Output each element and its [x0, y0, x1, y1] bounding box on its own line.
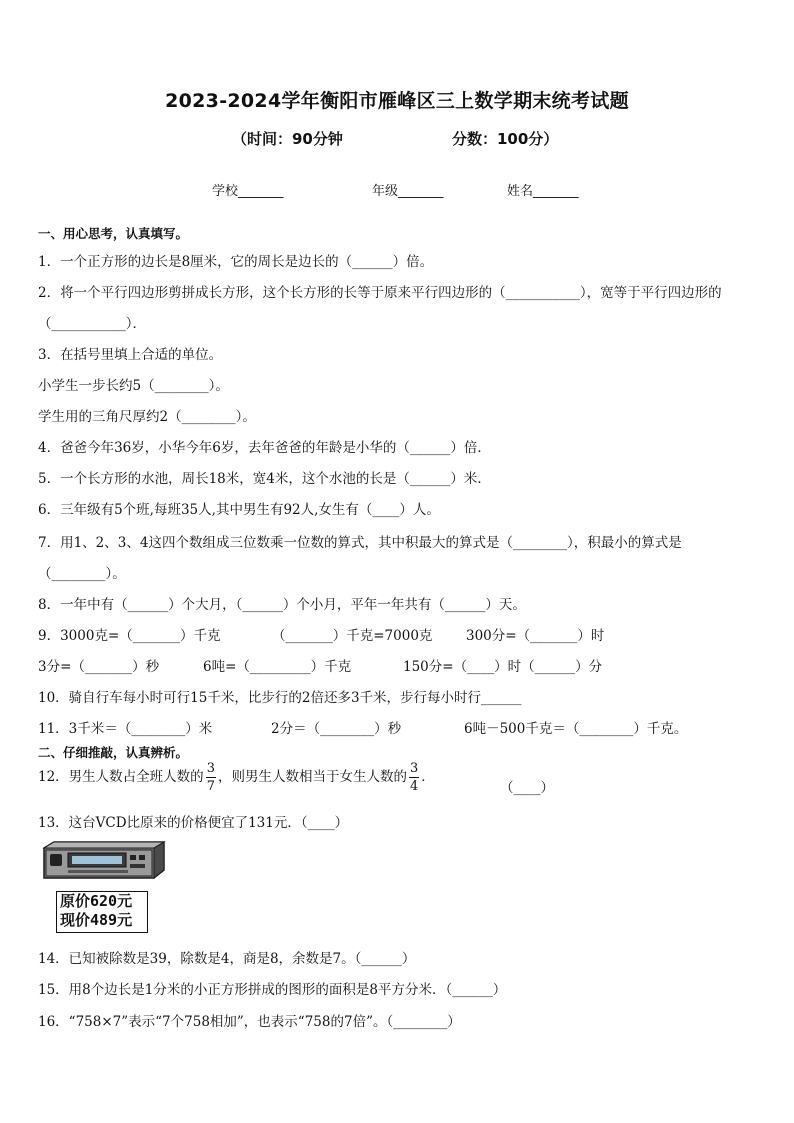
section-1-heading: 一、用心思考，认真填写。 — [38, 226, 189, 241]
fraction-numerator: 3 — [206, 761, 215, 776]
question-12-answer-blank: （____） — [500, 780, 554, 796]
question-2: 2．将一个平行四边形剪拼成长方形，这个长方形的长等于原来平行四边形的（___________），宽等于平行四边形的 — [38, 285, 722, 301]
question-6: 6．三年级有5个班,每班35人,其中男生有92人,女生有（____）人。 — [38, 502, 440, 518]
question-9-part-5: 6吨=（_________）千克 — [203, 659, 352, 675]
question-4: 4．爸爸今年36岁，小华今年6岁，去年爸爸的年龄是小华的（______）倍． — [38, 440, 491, 456]
question-3b: 学生用的三角尺厚约2（________）。 — [38, 409, 256, 425]
fraction-denominator: 4 — [409, 779, 419, 794]
question-11-part-3: 6吨－500千克＝（________）千克。 — [464, 721, 688, 737]
question-9-part-3: 300分=（_______）时 — [466, 628, 605, 644]
question-12 — [38, 762, 435, 793]
original-price: 原价620元 — [60, 892, 133, 910]
fraction-denominator: 7 — [206, 779, 215, 794]
question-1: 1．一个正方形的边长是8厘米，它的周长是边长的（______）倍。 — [38, 254, 434, 270]
question-11-part-2: 2分＝（________）秒 — [271, 721, 402, 737]
question-16: 16．“758×7”表示“7个758相加”，也表示“758的7倍”。（________） — [38, 1014, 461, 1030]
exam-time: （时间：90分钟 — [232, 130, 343, 148]
fraction-numerator: 3 — [409, 761, 419, 776]
question-12-text-1: 12．男生人数占全班人数的 — [38, 769, 204, 785]
question-8: 8．一年中有（______）个大月，（______）个小月，平年一年共有（______）天。 — [38, 597, 526, 613]
exam-score: 分数：100分） — [452, 130, 559, 148]
question-9-part-6: 150分=（____）时（______）分 — [403, 659, 603, 675]
question-3: 3．在括号里填上合适的单位。 — [38, 347, 223, 363]
question-10: 10．骑自行车每小时可行15千米，比步行的2倍还多3千米，步行每小时行______ — [38, 690, 522, 706]
question-9-part-4: 3分=（_______）秒 — [38, 659, 160, 675]
question-5: 5．一个长方形的水池，周长18米，宽4米，这个水池的长是（______）米． — [38, 471, 491, 487]
current-price: 现价489元 — [60, 911, 133, 929]
question-11-part-1: 11．3千米＝（________）米 — [38, 721, 213, 737]
question-12-text-2: ，则男生人数相当于女生人数的 — [217, 769, 407, 785]
question-7-continued: （________）。 — [38, 566, 126, 582]
question-3a: 小学生一步长约5（________）。 — [38, 378, 229, 394]
school-field: 学校_______ — [212, 184, 284, 199]
question-9-part-1: 9．3000克=（_______）千克 — [38, 628, 221, 644]
fraction-3-4 — [409, 762, 419, 793]
question-15: 15．用8个边长是1分米的小正方形拼成的图形的面积是8平方分米．（______） — [38, 982, 507, 998]
section-2-heading: 二、仔细推敲，认真辨析。 — [38, 745, 189, 760]
fraction-3-7 — [206, 762, 216, 793]
vcd-player-image — [40, 840, 168, 880]
question-7: 7．用1、2、3、4这四个数组成三位数乘一位数的算式，其中积最大的算式是（________），积最小的算式是 — [38, 535, 682, 551]
page-title: 2023-2024学年衡阳市雁峰区三上数学期末统考试题 — [165, 90, 629, 112]
question-9-part-2: （_______）千克=7000克 — [272, 628, 433, 644]
question-13: 13．这台VCD比原来的价格便宜了131元．（____） — [38, 815, 349, 831]
price-tag — [56, 891, 148, 933]
question-12-text-3: ． — [421, 769, 435, 785]
grade-field: 年级_______ — [372, 184, 444, 199]
question-2-continued: （___________）． — [38, 316, 146, 332]
name-field: 姓名_______ — [507, 184, 579, 199]
question-14: 14．已知被除数是39，除数是4，商是8，余数是7。（______） — [38, 951, 416, 967]
